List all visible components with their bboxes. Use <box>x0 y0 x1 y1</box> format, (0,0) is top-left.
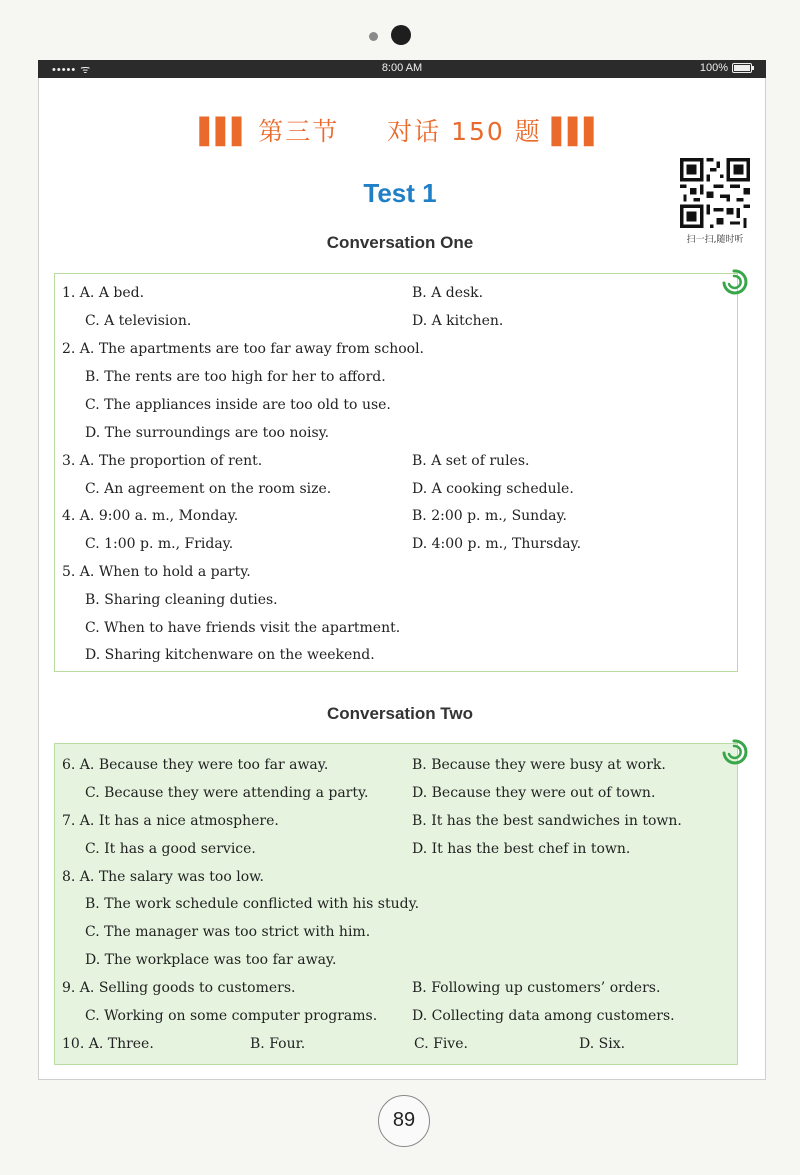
camera-dot-small <box>369 32 378 41</box>
c1-line-5: C. The appliances inside are too old to use. <box>85 397 391 413</box>
c1-line-8-left: C. An agreement on the room size. <box>85 481 332 497</box>
conversation-two-title: Conversation Two <box>326 704 474 723</box>
c2-line-4-right: D. It has the best chef in town. <box>412 841 631 857</box>
battery-indicator <box>700 62 752 74</box>
c1-line-1-left: 1. A. A bed. <box>62 285 145 301</box>
c2-line-10-left: C. Working on some computer programs. <box>85 1008 378 1024</box>
audio-swirl-icon[interactable] <box>719 737 749 767</box>
c2-line-10-right: D. Collecting data among customers. <box>412 1008 675 1024</box>
c1-line-3: 2. A. The apartments are too far away from school. <box>62 341 424 357</box>
c1-line-6: D. The surroundings are too noisy. <box>85 425 330 441</box>
right-bars-ornament: ▌▌▌ <box>551 117 601 146</box>
status-time: 8:00 AM <box>381 62 423 74</box>
page-number: 89 <box>378 1095 430 1147</box>
left-bars-ornament: ▌▌▌ <box>199 117 249 146</box>
c1-line-9-right: B. 2:00 p. m., Sunday. <box>412 508 567 524</box>
c2-q10-b: B. Four. <box>250 1036 306 1052</box>
c1-line-11: 5. A. When to hold a party. <box>62 564 251 580</box>
c2-line-1-right: B. Because they were busy at work. <box>412 757 666 773</box>
c2-line-6: B. The work schedule conflicted with his study. <box>85 896 420 912</box>
conversation-one-title: Conversation One <box>326 233 474 252</box>
qr-caption: 扫一扫,随时听 <box>686 235 744 245</box>
c2-q10-d: D. Six. <box>579 1036 626 1052</box>
c1-line-1-right: B. A desk. <box>412 285 484 301</box>
test-title: Test 1 <box>363 178 437 208</box>
c2-line-4-left: C. It has a good service. <box>85 841 256 857</box>
c2-line-3-right: B. It has the best sandwiches in town. <box>412 813 682 829</box>
c1-line-4: B. The rents are too high for her to afford. <box>85 369 386 385</box>
qr-code-icon[interactable] <box>680 158 750 228</box>
c2-line-5: 8. A. The salary was too low. <box>62 869 264 885</box>
c1-line-14: D. Sharing kitchenware on the weekend. <box>85 647 375 663</box>
c2-line-7: C. The manager was too strict with him. <box>85 924 371 940</box>
c1-line-8-right: D. A cooking schedule. <box>412 481 574 497</box>
battery-percent: 100% <box>699 62 728 74</box>
status-bar <box>38 60 766 78</box>
c2-line-9-right: B. Following up customers’ orders. <box>412 980 661 996</box>
c1-line-13: C. When to have friends visit the apartment. <box>85 620 401 636</box>
section-title-part2: 对话 150 题 <box>387 117 542 146</box>
c2-q10-c: C. Five. <box>414 1036 468 1052</box>
c1-line-2-right: D. A kitchen. <box>412 313 504 329</box>
c2-line-8: D. The workplace was too far away. <box>85 952 337 968</box>
c2-line-3-left: 7. A. It has a nice atmosphere. <box>62 813 279 829</box>
audio-swirl-icon[interactable] <box>719 267 749 297</box>
section-title-part1: 第三节 <box>258 117 340 146</box>
c1-line-7-left: 3. A. The proportion of rent. <box>62 453 263 469</box>
c1-line-7-right: B. A set of rules. <box>412 453 530 469</box>
c1-line-12: B. Sharing cleaning duties. <box>85 592 278 608</box>
c2-line-2-left: C. Because they were attending a party. <box>85 785 369 801</box>
section-title <box>0 112 800 148</box>
c2-line-2-right: D. Because they were out of town. <box>412 785 656 801</box>
c1-line-10-right: D. 4:00 p. m., Thursday. <box>412 536 582 552</box>
c2-line-1-left: 6. A. Because they were too far away. <box>62 757 329 773</box>
camera-lens <box>391 25 411 45</box>
signal-indicator: ••••• ᯤ <box>52 64 92 76</box>
c1-line-9-left: 4. A. 9:00 a. m., Monday. <box>62 508 239 524</box>
battery-icon <box>732 63 752 73</box>
c2-q10-a: 10. A. Three. <box>62 1036 154 1052</box>
c2-line-9-left: 9. A. Selling goods to customers. <box>62 980 296 996</box>
c1-line-2-left: C. A television. <box>85 313 192 329</box>
c1-line-10-left: C. 1:00 p. m., Friday. <box>85 536 234 552</box>
